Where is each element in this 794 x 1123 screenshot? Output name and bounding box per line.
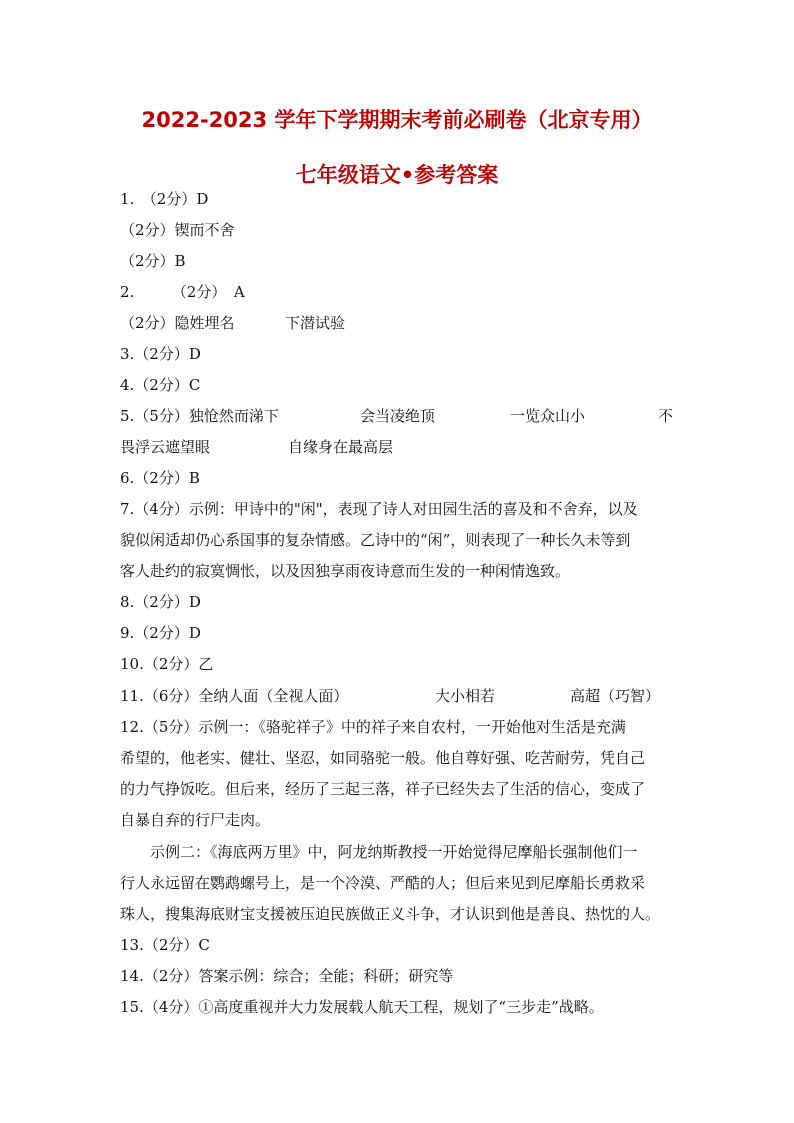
answer-line-22: 示例二：《海底两万里》中，阿龙纳斯教授一开始觉得尼摩船长强制他们一	[150, 843, 638, 861]
answer-line-23: 行人永远留在鹦鹉螺号上，是一个冷漠、严酷的人；但后来见到尼摩船长勇救采	[120, 874, 646, 892]
answer-line-3: （2分）B	[120, 252, 186, 270]
answer-line-10: 6.（2分）B	[120, 469, 200, 487]
answer-line-1: 1. （2分）D	[120, 190, 209, 208]
answer-line-25: 13.（2分）C	[120, 936, 210, 954]
page-title: 2022-2023 学年下学期期末考前必刷卷（北京专用）	[141, 108, 653, 132]
answer-line-18: 12.（5分）示例一：《骆驼祥子》中的祥子来自农村，一开始他对生活是充满	[120, 718, 626, 736]
answer-line-12: 貌似闲适却仍心系国事的复杂情感。乙诗中的“闲”，则表现了一种长久未等到	[120, 531, 631, 549]
answer-segment: 下潜试验	[285, 314, 346, 332]
answer-line-2: （2分）锲而不舍	[120, 221, 235, 239]
answer-segment: 自缘身在最高层	[288, 438, 394, 456]
answer-segment: 5.（5分）独怆然而涕下	[120, 407, 279, 425]
answer-line-19: 希望的，他老实、健壮、坚忍，如同骆驼一般。他自尊好强、吃苦耐劳，凭自己	[120, 749, 646, 767]
answer-line-4: 2. （2分） A	[120, 283, 245, 301]
answer-line-27: 15.（4分）①高度重视并大力发展载人航天工程，规划了“三步走”战略。	[120, 998, 604, 1016]
answer-line-16: 10.（2分）乙	[120, 655, 214, 673]
answer-line-21: 自暴自弃的行尸走肉。	[120, 811, 271, 829]
answer-line-24: 珠人，搜集海底财宝支援被压迫民族做正义斗争，才认识到他是善良、热忱的人。	[120, 905, 661, 923]
answer-segment: 会当凌绝顶	[360, 407, 436, 425]
answer-line-6: 3.（2分）D	[120, 345, 201, 363]
answer-segment: 大小相若	[435, 687, 496, 705]
answer-line-11: 7.（4分）示例：甲诗中的"闲"，表现了诗人对田园生活的喜及和不舍弃，以及	[120, 500, 638, 518]
answer-line-7: 4.（2分）C	[120, 376, 201, 394]
answer-segment: 高超（巧智）	[570, 687, 661, 705]
answer-segment: （2分）隐姓埋名	[120, 314, 235, 332]
answer-segment: 不	[658, 407, 674, 425]
answer-line-20: 的力气挣饭吃。但后来，经历了三起三落，祥子已经失去了生活的信心，变成了	[120, 780, 646, 798]
answer-segment: 11.（6分）全纳人面（全视人面）	[120, 687, 349, 705]
answer-segment: 一览众山小	[510, 407, 586, 425]
answer-line-13: 客人赴约的寂寞惆怅，以及因独享雨夜诗意而生发的一种闲情逸致。	[120, 562, 571, 580]
answer-line-14: 8.（2分）D	[120, 593, 201, 611]
answer-segment: 畏浮云遮望眼	[120, 438, 211, 456]
answer-line-15: 9.（2分）D	[120, 624, 201, 642]
answer-line-26: 14.（2分）答案示例：综合；全能；科研；研究等	[120, 967, 454, 985]
page-subtitle: 七年级语文•参考答案	[295, 163, 499, 187]
